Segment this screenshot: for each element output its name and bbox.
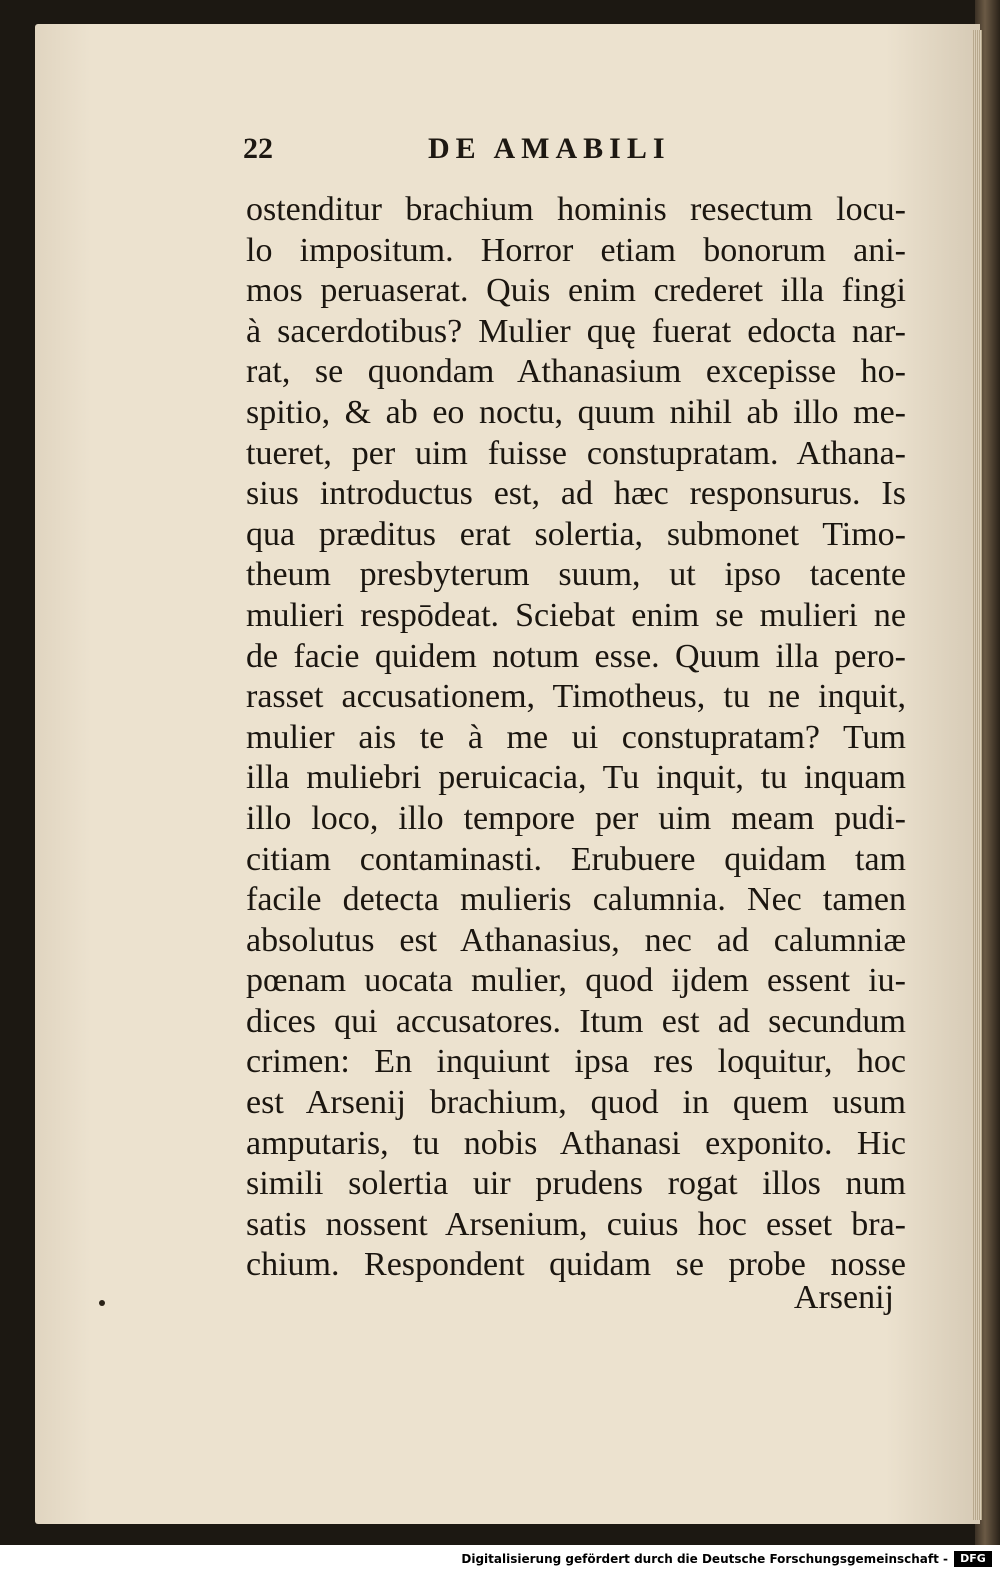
text-line: amputaris, tu nobis Athanasi exponito. Hic (246, 1124, 906, 1162)
text-line: rasset accusationem, Timotheus, tu ne inquit, (246, 678, 906, 716)
text-line: mulier ais te à me ui constupratam? Tum (246, 718, 906, 756)
ink-dot-mark (99, 1300, 105, 1306)
text-line: satis nossent Arsenium, cuius hoc esset bra- (246, 1205, 906, 1243)
text-line: pœnam uocata mulier, quod ijdem essent iu- (246, 962, 906, 1000)
text-line: theum presbyterum suum, ut ipso tacente (246, 556, 906, 594)
text-line: rat, se quondam Athanasium excepisse ho- (246, 353, 906, 391)
page-number: 22 (243, 132, 273, 165)
text-line: illo loco, illo tempore per uim meam pudi- (246, 799, 906, 837)
text-line: crimen: En inquiunt ipsa res loquitur, hoc (246, 1043, 906, 1081)
page-edge-stack (972, 30, 982, 1520)
text-line: illa muliebri peruicacia, Tu inquit, tu inquam (246, 759, 906, 797)
text-line: est Arsenij brachium, quod in quem usum (246, 1084, 906, 1122)
body-text (246, 190, 906, 1286)
text-line: tueret, per uim fuisse constupratam. Athana- (246, 434, 906, 472)
running-title: DE AMABILI (428, 132, 671, 165)
text-line: sius introductus est, ad hæc responsurus. Is (246, 475, 906, 513)
text-line: qua præditus erat solertia, submonet Timo- (246, 515, 906, 553)
text-line: lo impositum. Horror etiam bonorum ani- (246, 231, 906, 269)
digitization-credit: Digitalisierung gefördert durch die Deutsche Forschungsgemeinschaft - (461, 1552, 948, 1566)
text-line: mos peruaserat. Quis enim crederet illa fingi (246, 272, 906, 310)
text-line: à sacerdotibus? Mulier quę fuerat edocta nar- (246, 312, 906, 350)
text-line: citiam contaminasti. Erubuere quidam tam (246, 840, 906, 878)
text-line: simili solertia uir prudens rogat illos num (246, 1165, 906, 1203)
page-header (243, 128, 703, 172)
text-line: chium. Respondent quidam se probe nosse (246, 1246, 906, 1284)
text-line: facile detecta mulieris calumnia. Nec tamen (246, 881, 906, 919)
catchword: Arsenij (793, 1279, 894, 1316)
text-line: de facie quidem notum esse. Quum illa pero- (246, 637, 906, 675)
dfg-logo: DFG (954, 1551, 992, 1567)
text-line: mulieri respōdeat. Sciebat enim se mulieri ne (246, 596, 906, 634)
text-line: ostenditur brachium hominis resectum locu- (246, 191, 906, 228)
text-line: dices qui accusatores. Itum est ad secundum (246, 1002, 906, 1040)
text-line: spitio, & ab eo noctu, quum nihil ab illo me- (246, 393, 906, 431)
text-line: absolutus est Athanasius, nec ad calumniæ (246, 921, 906, 959)
